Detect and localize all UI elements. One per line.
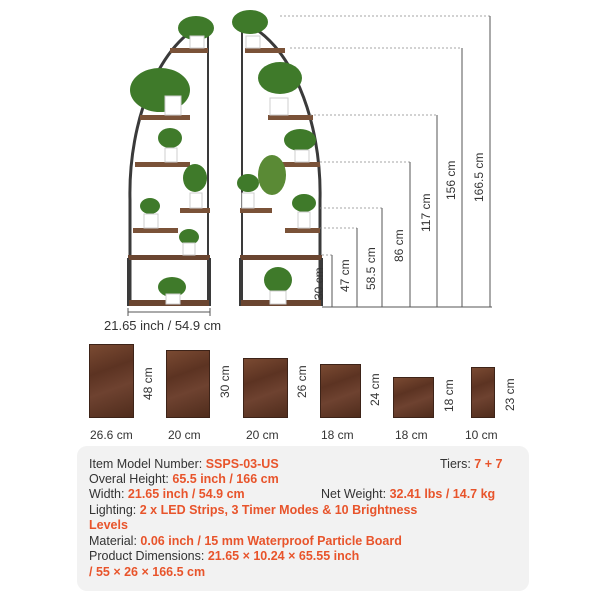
spec-lighting-value-2: Levels: [89, 518, 128, 532]
spec-weight: [321, 487, 495, 502]
shelf-panel-1: [89, 344, 134, 418]
spec-tiers: [440, 457, 502, 472]
plant-group: [130, 10, 316, 297]
shelf-2-depth: 30 cm: [218, 365, 232, 398]
spec-lighting-cont: [89, 518, 128, 533]
spec-product-dim-cont: [89, 565, 205, 580]
spec-height-value: 65.5 inch / 166 cm: [172, 472, 279, 486]
spec-model-label: Item Model Number:: [89, 457, 203, 471]
shelf-4-depth: 24 cm: [368, 373, 382, 406]
spec-model: [89, 457, 279, 472]
shelf-5-depth: 18 cm: [442, 379, 456, 412]
shelf-5-width: 18 cm: [395, 428, 428, 442]
spec-width-value: 21.65 inch / 54.9 cm: [127, 487, 245, 501]
shelf-panel-5: [393, 377, 434, 418]
spec-product-dim: [89, 549, 359, 564]
shelf-panel-6: [471, 367, 495, 418]
height-label-47: 47 cm: [338, 259, 352, 292]
spec-product-dim-label: Product Dimensions:: [89, 549, 205, 563]
shelf-6-depth: 23 cm: [503, 378, 517, 411]
shelf-1-width: 26.6 cm: [90, 428, 133, 442]
shelf-6-width: 10 cm: [465, 428, 498, 442]
total-width-label: 21.65 inch / 54.9 cm: [104, 318, 222, 333]
spec-height-label: Overal Height:: [89, 472, 169, 486]
spec-product-dim-value: 21.65 × 10.24 × 65.55 inch: [207, 549, 360, 563]
shelf-1-depth: 48 cm: [141, 367, 155, 400]
shelf-4-width: 18 cm: [321, 428, 354, 442]
height-label-86: 86 cm: [392, 229, 406, 262]
spec-width: [89, 487, 245, 502]
shelf-3-width: 20 cm: [246, 428, 279, 442]
height-label-166-5: 166.5 cm: [472, 152, 486, 202]
spec-width-label: Width:: [89, 487, 125, 501]
spec-model-value: SSPS-03-US: [205, 457, 279, 471]
height-label-30: 30 cm: [312, 267, 326, 300]
spec-weight-value: 32.41 lbs / 14.7 kg: [389, 487, 496, 501]
height-label-156: 156 cm: [444, 160, 458, 200]
spec-product-dim-value-2: / 55 × 26 × 166.5 cm: [89, 565, 206, 579]
height-label-117: 117 cm: [419, 193, 433, 232]
spec-lighting-value: 2 x LED Strips, 3 Timer Modes & 10 Brightness: [139, 503, 418, 517]
spec-material-value: 0.06 inch / 15 mm Waterproof Particle Board: [140, 534, 402, 548]
spec-material: [89, 534, 402, 549]
shelf-panel-3: [243, 358, 288, 418]
spec-tiers-label: Tiers:: [440, 457, 471, 471]
shelf-panel-4: [320, 364, 361, 418]
shelf-panel-2: [166, 350, 210, 418]
spec-height: [89, 472, 279, 487]
spec-lighting: [89, 503, 417, 518]
shelf-2-width: 20 cm: [168, 428, 201, 442]
spec-tiers-value: 7 + 7: [474, 457, 503, 471]
height-label-58-5: 58.5 cm: [364, 247, 378, 290]
shelf-3-depth: 26 cm: [295, 365, 309, 398]
spec-weight-label: Net Weight:: [321, 487, 387, 501]
spec-material-label: Material:: [89, 534, 137, 548]
spec-lighting-label: Lighting:: [89, 503, 137, 517]
